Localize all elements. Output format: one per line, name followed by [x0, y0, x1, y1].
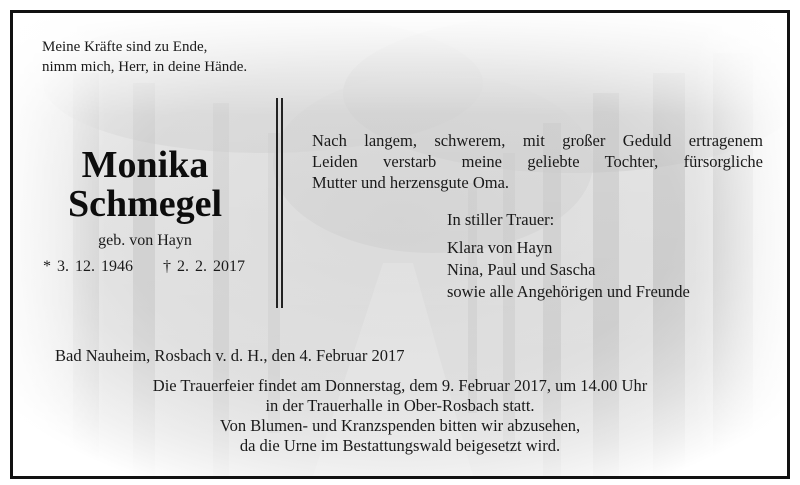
notice-line: da die Urne im Bestattungswald beigesetzt wird. — [239, 436, 561, 455]
death-date: † 2. 2. 2017 — [163, 258, 245, 275]
mourner-name: Nina, Paul und Sascha — [447, 260, 596, 279]
announcement-line: Nach langem, schwerem, mit großer Geduld ertragenem — [312, 131, 763, 150]
motto-line: Meine Kräfte sind zu Ende, — [42, 39, 208, 55]
mourner-name: sowie alle Angehörigen und Freunde — [447, 282, 690, 301]
divider-line-right — [281, 98, 283, 308]
announcement-line: Leiden verstarb meine geliebte Tochter, fürsorgliche — [312, 152, 763, 171]
notice-line: in der Trauerhalle in Ober-Rosbach statt. — [265, 396, 535, 415]
mourners-list — [447, 237, 690, 303]
place-and-date: Bad Nauheim, Rosbach v. d. H., den 4. Februar 2017 — [55, 346, 405, 365]
deceased-last-name: Schmegel — [67, 183, 223, 225]
notice-line: Von Blumen- und Kranzspenden bitten wir abzusehen, — [219, 416, 581, 435]
mourner-name: Klara von Hayn — [447, 238, 553, 257]
birth-name: geb. von Hayn — [98, 232, 192, 249]
mourners-heading: In stiller Trauer: — [447, 210, 555, 229]
divider-line-left — [276, 98, 278, 308]
deceased-first-name: Monika — [81, 144, 209, 186]
obituary-frame — [10, 10, 790, 479]
announcement-line: Mutter und herzensgute Oma. — [312, 173, 510, 192]
life-dates — [43, 258, 245, 276]
motto-verse — [42, 37, 247, 77]
funeral-notice — [13, 376, 787, 456]
motto-line: nimm mich, Herr, in deine Hände. — [42, 59, 248, 75]
death-announcement-text — [312, 130, 763, 193]
birth-date: * 3. 12. 1946 — [43, 258, 133, 275]
notice-line: Die Trauerfeier findet am Donnerstag, dem 9. Februar 2017, um 14.00 Uhr — [152, 376, 648, 395]
